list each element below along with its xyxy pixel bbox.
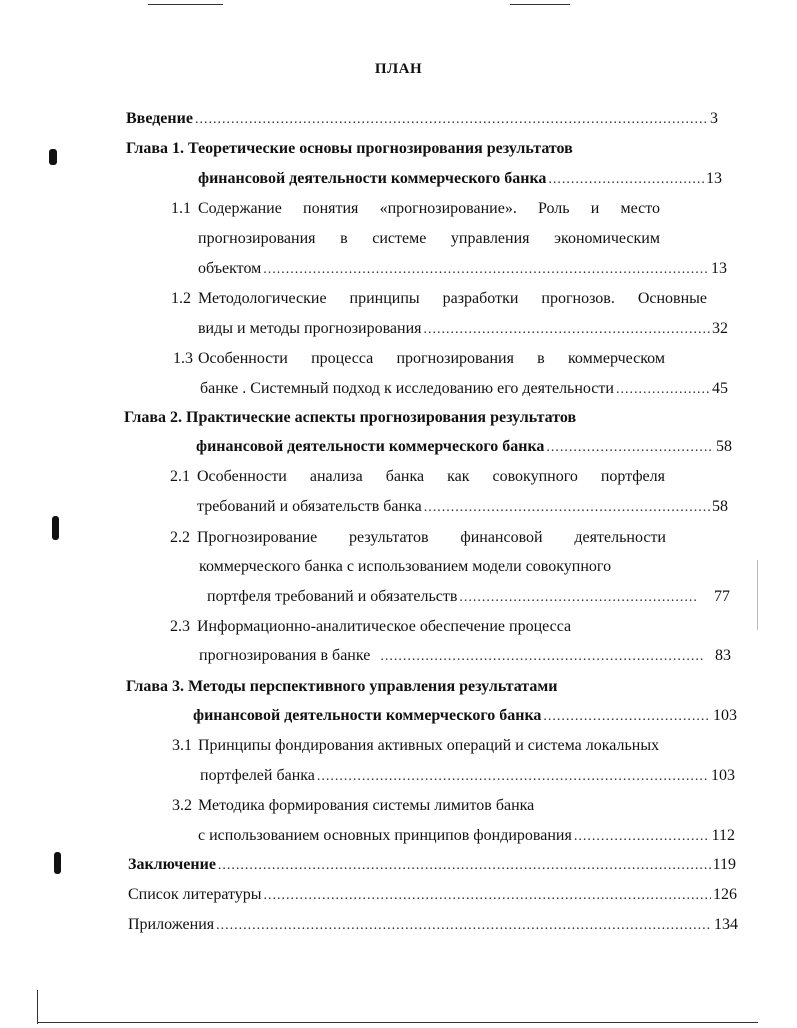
punch-mark-3 bbox=[54, 852, 61, 874]
toc-entry-2-3 bbox=[199, 646, 731, 667]
toc-page: 32 bbox=[712, 320, 728, 337]
section-number: 2.2 bbox=[170, 529, 190, 546]
toc-entry-chapter-3 bbox=[193, 706, 737, 727]
toc-entry-chapter-2 bbox=[196, 437, 732, 458]
section-number: 3.1 bbox=[172, 737, 192, 754]
section-number: 1.3 bbox=[173, 350, 193, 367]
scan-edge-top bbox=[148, 4, 223, 5]
toc-entry-1-2 bbox=[198, 319, 728, 340]
toc-entry-chapter-1 bbox=[198, 169, 722, 190]
toc-entry-3-2 bbox=[198, 826, 735, 847]
toc-label: финансовой деятельности коммерческого банка bbox=[196, 438, 545, 455]
toc-entry-3-1 bbox=[200, 766, 735, 787]
toc-page: 134 bbox=[714, 916, 738, 933]
toc-label: объектом bbox=[198, 260, 262, 277]
section-1-1-line1: Содержание понятия «прогнозирование». Роль и место bbox=[198, 200, 660, 217]
toc-entry-2-1 bbox=[197, 497, 728, 518]
toc-label: портфеля требований и обязательств bbox=[207, 588, 458, 605]
toc-label: портфелей банка bbox=[200, 767, 315, 784]
toc-entry-1-1 bbox=[198, 259, 727, 280]
toc-label: Введение bbox=[126, 110, 193, 127]
section-1-2-line1: Методологические принципы разработки прогнозов. Основные bbox=[198, 290, 707, 307]
chapter-2-title: Глава 2. Практические аспекты прогнозирования результатов bbox=[124, 409, 577, 426]
toc-page: 126 bbox=[713, 886, 737, 903]
toc-page: 77 bbox=[714, 588, 730, 605]
section-number: 1.2 bbox=[171, 290, 191, 307]
page-title: ПЛАН bbox=[374, 61, 423, 77]
toc-entry-2-2 bbox=[207, 587, 730, 608]
toc-page: 119 bbox=[712, 856, 736, 873]
punch-mark-2 bbox=[52, 516, 59, 540]
section-number: 2.1 bbox=[170, 468, 190, 485]
section-2-1-line1: Особенности анализа банка как совокупного портфеля bbox=[197, 468, 665, 485]
toc-label: требований и обязательств банка bbox=[197, 498, 422, 515]
toc-label: финансовой деятельности коммерческого банка bbox=[198, 170, 547, 187]
punch-mark-1 bbox=[49, 149, 57, 165]
section-2-2-line2: коммерческого банка с использованием модели совокупного bbox=[199, 558, 612, 575]
section-1-1-line2: прогнозирования в системе управления экономическим bbox=[198, 230, 660, 247]
section-3-1-line1: Принципы фондирования активных операций и система локальных bbox=[198, 737, 660, 754]
section-2-3-line1: Информационно-аналитическое обеспечение процесса bbox=[197, 618, 572, 635]
toc-entry-appendix bbox=[128, 915, 738, 936]
toc-page: 58 bbox=[712, 498, 728, 515]
section-number: 2.3 bbox=[170, 618, 190, 635]
section-number: 3.2 bbox=[172, 797, 192, 814]
toc-page: 3 bbox=[710, 110, 718, 127]
chapter-3-title: Глава 3. Методы перспективного управления результатами bbox=[126, 678, 558, 695]
scan-edge-top-right bbox=[510, 4, 570, 5]
toc-label: виды и методы прогнозирования bbox=[198, 320, 422, 337]
toc-page: 45 bbox=[712, 380, 728, 397]
chapter-1-title: Глава 1. Теоретические основы прогнозирования результатов bbox=[126, 140, 573, 157]
toc-label: Список литературы bbox=[128, 886, 262, 903]
section-number: 1.1 bbox=[171, 200, 191, 217]
toc-page: 13 bbox=[711, 260, 727, 277]
toc-entry-references bbox=[128, 885, 737, 906]
scan-edge-bottom bbox=[38, 1022, 758, 1023]
toc-page: 58 bbox=[716, 438, 732, 455]
toc-page: 103 bbox=[711, 767, 735, 784]
scan-edge-right bbox=[757, 560, 758, 630]
toc-page: 13 bbox=[706, 170, 722, 187]
toc-page: 112 bbox=[711, 827, 735, 844]
toc-label: Приложения bbox=[128, 916, 215, 933]
toc-label: банке . Системный подход к исследованию его деятельности bbox=[200, 380, 614, 397]
toc-entry-conclusion bbox=[128, 855, 736, 876]
section-2-2-line1: Прогнозирование результатов финансовой деятельности bbox=[197, 529, 666, 546]
toc-page: 103 bbox=[713, 707, 737, 724]
section-1-3-line1: Особенности процесса прогнозирования в коммерческом bbox=[198, 350, 665, 367]
toc-page: 83 bbox=[715, 647, 731, 664]
toc-label: прогнозирования в банке bbox=[199, 647, 371, 664]
toc-entry-1-3 bbox=[200, 379, 728, 400]
toc-label: Заключение bbox=[128, 856, 216, 873]
toc-label: с использованием основных принципов фондирования bbox=[198, 827, 572, 844]
scan-edge-left bbox=[37, 990, 38, 1024]
toc-entry-intro bbox=[126, 109, 718, 130]
section-3-2-line1: Методика формирования системы лимитов банка bbox=[198, 797, 535, 814]
toc-label: финансовой деятельности коммерческого банка bbox=[193, 707, 542, 724]
